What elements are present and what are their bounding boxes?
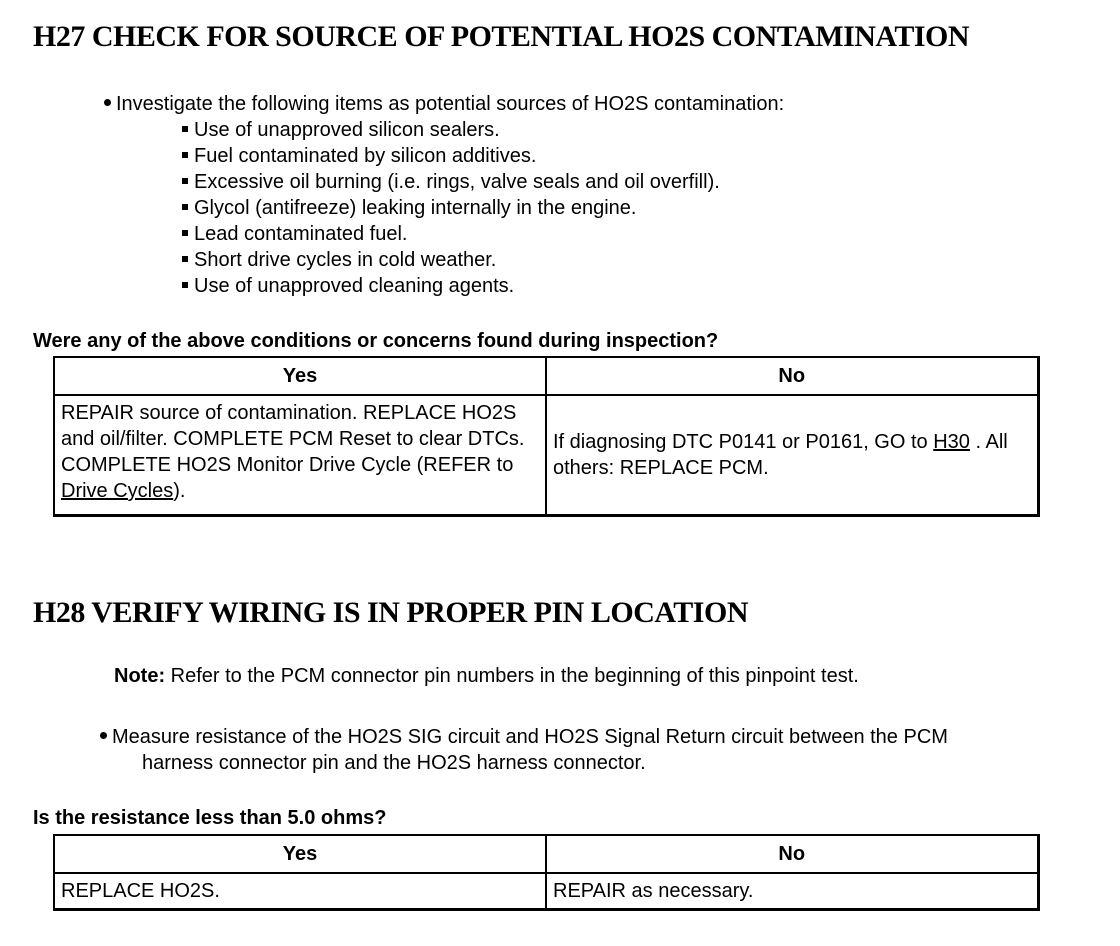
h30-link[interactable]: H30 — [933, 431, 970, 453]
no-cell: REPAIR as necessary. — [546, 873, 1038, 910]
square-bullet-icon — [182, 256, 188, 262]
h28-note — [114, 665, 859, 688]
square-bullet-icon — [182, 152, 188, 158]
list-item: Use of unapproved cleaning agents. — [182, 273, 720, 299]
no-header: No — [546, 357, 1038, 395]
h27-heading: H27 CHECK FOR SOURCE OF POTENTIAL HO2S CONTAMINATION — [33, 20, 970, 53]
contamination-sources-list — [182, 117, 720, 299]
yes-header: Yes — [54, 835, 546, 873]
note-label: Note: — [114, 665, 166, 687]
h27-question: Were any of the above conditions or concerns found during inspection? — [33, 330, 719, 352]
yes-cell: REPLACE HO2S. — [54, 873, 546, 910]
square-bullet-icon — [182, 126, 188, 132]
list-item: Lead contaminated fuel. — [182, 221, 720, 247]
square-bullet-icon — [182, 178, 188, 184]
bullet-icon — [104, 99, 111, 106]
list-item: Short drive cycles in cold weather. — [182, 247, 720, 273]
square-bullet-icon — [182, 282, 188, 288]
no-header: No — [546, 835, 1038, 873]
h27-intro — [104, 91, 784, 117]
list-item: Glycol (antifreeze) leaking internally in the engine. — [182, 195, 720, 221]
drive-cycles-link[interactable]: Drive Cycles — [61, 480, 174, 502]
list-item: Fuel contaminated by silicon additives. — [182, 143, 720, 169]
h28-question: Is the resistance less than 5.0 ohms? — [33, 807, 387, 829]
yes-header: Yes — [54, 357, 546, 395]
list-item: Use of unapproved silicon sealers. — [182, 117, 720, 143]
h27-result-table — [53, 356, 1040, 517]
yes-cell: REPAIR source of contamination. REPLACE HO2S and oil/filter. COMPLETE PCM Reset to clear DTCs. COMPLETE HO2S Monitor Drive Cycle (REFER to Drive Cycles). — [54, 395, 546, 516]
list-item: Excessive oil burning (i.e. rings, valve seals and oil overfill). — [182, 169, 720, 195]
h28-measure-step: Measure resistance of the HO2S SIG circuit and HO2S Signal Return circuit between the PCM harness connector pin and the HO2S harness connector. — [100, 724, 948, 776]
no-cell: If diagnosing DTC P0141 or P0161, GO to H30 . All others: REPLACE PCM. — [546, 395, 1038, 516]
square-bullet-icon — [182, 204, 188, 210]
h27-intro-text: Investigate the following items as potential sources of HO2S contamination: — [116, 93, 785, 115]
note-text: Refer to the PCM connector pin numbers in the beginning of this pinpoint test. — [165, 665, 859, 687]
h28-result-table — [53, 834, 1040, 911]
h28-heading: H28 VERIFY WIRING IS IN PROPER PIN LOCATION — [33, 596, 748, 629]
bullet-icon — [100, 732, 107, 739]
square-bullet-icon — [182, 230, 188, 236]
